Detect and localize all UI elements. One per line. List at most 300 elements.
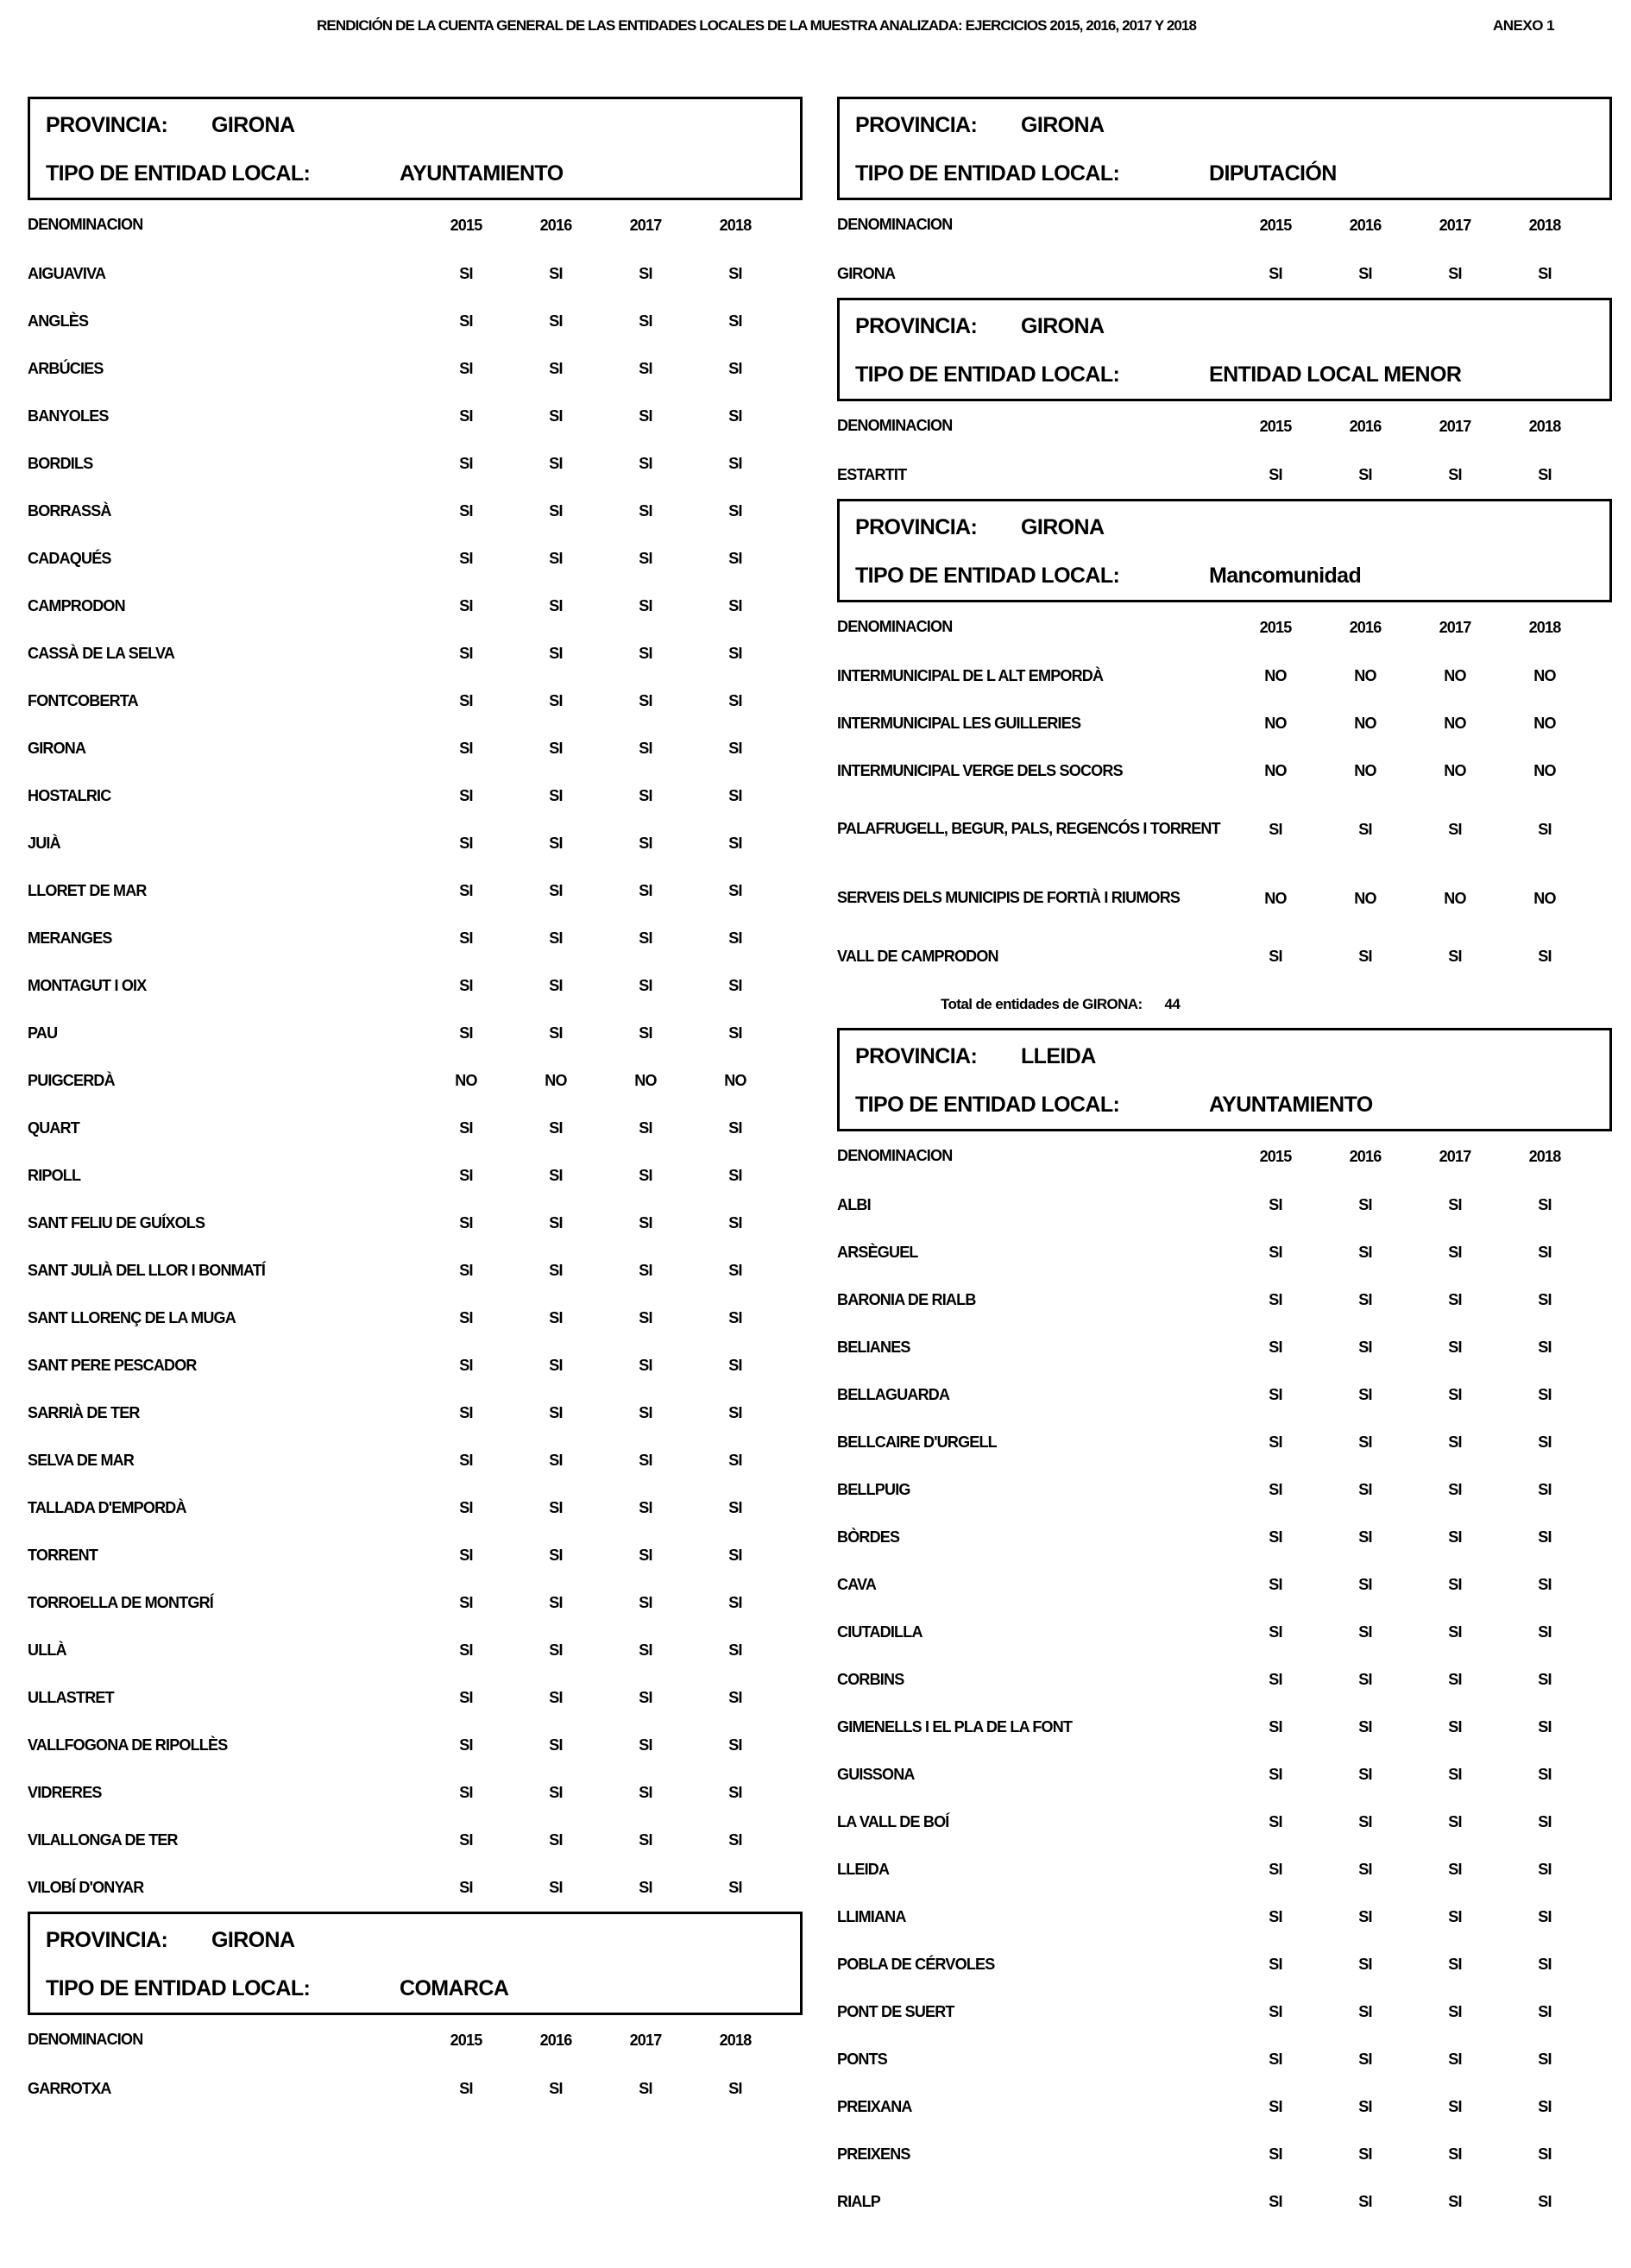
entity-name: BANYOLES (28, 406, 109, 425)
table-row (837, 2178, 1612, 2226)
rendicion-value: SI (459, 1167, 473, 1184)
rendicion-value: SI (639, 1024, 652, 1042)
rendicion-value: NO (545, 1072, 567, 1089)
rendicion-value: SI (459, 740, 473, 757)
entity-name: BELIANES (837, 1338, 910, 1356)
rendicion-value: SI (1269, 1244, 1282, 1261)
rendicion-value: SI (1358, 2003, 1372, 2020)
rendicion-value: SI (639, 1167, 652, 1184)
entity-name: ARSÈGUEL (837, 1243, 918, 1261)
table-row (28, 867, 803, 915)
rendicion-value: SI (1358, 820, 1372, 838)
rendicion-value: SI (639, 787, 652, 804)
entity-name: CORBINS (837, 1670, 904, 1688)
entity-name: ESTARTIT (837, 465, 907, 483)
rendicion-value: SI (549, 1214, 563, 1232)
rendicion-value: SI (1269, 820, 1282, 838)
entity-name: PAU (28, 1024, 58, 1042)
table-row (837, 1846, 1612, 1893)
table-row (837, 1609, 1612, 1656)
rendicion-value: SI (1358, 2098, 1372, 2115)
rendicion-value: NO (1354, 762, 1376, 779)
rendicion-value: SI (549, 835, 563, 852)
rendicion-value: SI (728, 407, 742, 425)
entity-name: ALBI (837, 1195, 871, 1213)
denominacion-header: DENOMINACION (28, 2031, 143, 2049)
rendicion-value: SI (549, 977, 563, 994)
table-row (28, 1152, 803, 1200)
table-row (28, 1010, 803, 1057)
rendicion-value: SI (459, 407, 473, 425)
rendicion-value: SI (1538, 1433, 1552, 1451)
rendicion-value: SI (639, 312, 652, 330)
entity-name: GIRONA (837, 264, 896, 282)
table-row (837, 1656, 1612, 1704)
rendicion-value: NO (1264, 762, 1287, 779)
rendicion-value: SI (459, 265, 473, 282)
table-row (28, 298, 803, 345)
rendicion-value: NO (1444, 889, 1466, 907)
rendicion-value: SI (1538, 948, 1552, 965)
total-value: 44 (1164, 995, 1181, 1012)
provincia-label: PROVINCIA: (46, 113, 168, 137)
table-row (837, 1988, 1612, 2036)
provincia-label: PROVINCIA: (855, 515, 978, 539)
entity-name: LLORET DE MAR (28, 881, 147, 899)
rendicion-value: SI (549, 455, 563, 472)
year-header: 2018 (719, 2031, 752, 2049)
table-row (28, 1579, 803, 1627)
year-header: 2017 (1439, 618, 1471, 636)
entity-name: PALAFRUGELL, BEGUR, PALS, REGENCÓS I TORRENT (837, 820, 1220, 838)
rendicion-value: SI (1269, 1291, 1282, 1308)
rendicion-value: SI (728, 455, 742, 472)
rendicion-value: SI (1269, 1813, 1282, 1830)
rendicion-value: SI (1538, 820, 1552, 838)
rendicion-value: SI (728, 787, 742, 804)
rendicion-value: SI (1448, 1908, 1462, 1925)
rendicion-value: SI (728, 1452, 742, 1469)
rendicion-value: SI (1358, 2193, 1372, 2210)
rendicion-value: SI (1448, 2098, 1462, 2115)
entity-name: PONTS (837, 2050, 888, 2068)
entity-name: PONT DE SUERT (837, 2002, 954, 2020)
rendicion-value: NO (1354, 889, 1376, 907)
entity-name: INTERMUNICIPAL VERGE DELS SOCORS (837, 761, 1123, 779)
rendicion-value: SI (1269, 1481, 1282, 1498)
rendicion-value: SI (1538, 1813, 1552, 1830)
entity-name: CADAQUÉS (28, 549, 111, 567)
rendicion-value: SI (1358, 1386, 1372, 1403)
total-label: Total de entidades de GIRONA: (941, 995, 1143, 1012)
rendicion-value: SI (1448, 1339, 1462, 1356)
year-header: 2017 (1439, 1147, 1471, 1165)
page-title: RENDICIÓN DE LA CUENTA GENERAL DE LAS ENTIDADES LOCALES DE LA MUESTRA ANALIZADA: EJERCICIOS 2015, 2016, 2017 Y 2018 (317, 17, 1197, 34)
entity-name: ULLASTRET (28, 1688, 114, 1706)
table-row (28, 1200, 803, 1247)
table-row (837, 2131, 1612, 2178)
rendicion-value: SI (459, 1452, 473, 1469)
rendicion-value: SI (639, 1262, 652, 1279)
provincia-label: PROVINCIA: (855, 113, 978, 137)
rendicion-value: SI (639, 1499, 652, 1516)
table-row (837, 1229, 1612, 1276)
entity-name: ARBÚCIES (28, 359, 104, 377)
rendicion-value: SI (1448, 1576, 1462, 1593)
rendicion-value: NO (1264, 889, 1287, 907)
rendicion-value: SI (549, 1784, 563, 1801)
rendicion-value: SI (549, 597, 563, 614)
rendicion-value: SI (1538, 2193, 1552, 2210)
rendicion-value: SI (1448, 1291, 1462, 1308)
year-header: 2016 (1349, 618, 1382, 636)
table-row (28, 1674, 803, 1722)
entity-name: VIDRERES (28, 1783, 102, 1801)
entity-name: GIMENELLS I EL PLA DE LA FONT (837, 1717, 1073, 1736)
rendicion-value: SI (459, 1357, 473, 1374)
tipo-value: DIPUTACIÓN (1209, 161, 1337, 186)
table-row (28, 488, 803, 535)
rendicion-value: SI (639, 1547, 652, 1564)
table-row (28, 1057, 803, 1105)
rendicion-value: SI (549, 1452, 563, 1469)
rendicion-value: SI (1358, 1291, 1372, 1308)
rendicion-value: SI (1538, 1908, 1552, 1925)
entity-name: GARROTXA (28, 2079, 111, 2097)
entity-name: VALLFOGONA DE RIPOLLÈS (28, 1736, 228, 1754)
rendicion-value: SI (459, 502, 473, 520)
rendicion-value: SI (728, 1879, 742, 1896)
rendicion-value: SI (549, 407, 563, 425)
rendicion-value: SI (1269, 2098, 1282, 2115)
table-row (837, 2036, 1612, 2083)
rendicion-value: SI (1538, 1766, 1552, 1783)
rendicion-value: NO (1533, 889, 1556, 907)
entity-name: TORRENT (28, 1546, 98, 1564)
rendicion-value: SI (459, 597, 473, 614)
table-row (837, 933, 1612, 980)
entity-name: LLEIDA (837, 1860, 890, 1878)
tipo-value: AYUNTAMIENTO (400, 161, 564, 186)
rendicion-value: SI (639, 645, 652, 662)
rendicion-value: SI (639, 1689, 652, 1706)
provincia-label: PROVINCIA: (855, 314, 978, 338)
rendicion-value: SI (639, 1879, 652, 1896)
rendicion-value: SI (549, 740, 563, 757)
table-row (837, 1514, 1612, 1561)
denominacion-header: DENOMINACION (837, 216, 953, 234)
section-header-box (837, 97, 1612, 200)
tipo-value: COMARCA (400, 1976, 509, 2000)
rendicion-value: SI (1448, 820, 1462, 838)
entity-name: PREIXANA (837, 2097, 912, 2115)
provincia-value: GIRONA (1021, 314, 1105, 338)
year-header: 2016 (539, 2031, 572, 2049)
entity-name: TALLADA D'EMPORDÀ (28, 1498, 186, 1516)
entity-name: GUISSONA (837, 1765, 915, 1783)
rendicion-value: NO (1354, 667, 1376, 684)
table-row (837, 1371, 1612, 1419)
tipo-label: TIPO DE ENTIDAD LOCAL: (855, 564, 1120, 588)
entity-name: BELLPUIG (837, 1480, 910, 1498)
rendicion-value: SI (728, 1499, 742, 1516)
rendicion-value: NO (1444, 715, 1466, 732)
table-row (28, 1342, 803, 1389)
table-row (28, 962, 803, 1010)
rendicion-value: SI (549, 692, 563, 709)
rendicion-value: SI (1358, 1766, 1372, 1783)
rendicion-value: NO (455, 1072, 477, 1089)
entity-name: SANT FELIU DE GUÍXOLS (28, 1213, 205, 1232)
year-header: 2016 (1349, 216, 1382, 234)
entity-name: ANGLÈS (28, 312, 89, 330)
rendicion-value: SI (639, 929, 652, 947)
rendicion-value: SI (549, 1357, 563, 1374)
rendicion-value: SI (549, 312, 563, 330)
table-row (837, 250, 1612, 298)
entity-section (837, 298, 1612, 499)
rendicion-value: SI (1448, 2145, 1462, 2163)
rendicion-value: SI (1538, 2003, 1552, 2020)
rendicion-value: SI (1269, 948, 1282, 965)
rendicion-value: SI (639, 835, 652, 852)
rendicion-value: SI (459, 1689, 473, 1706)
year-header: 2016 (1349, 1147, 1382, 1165)
rendicion-value: SI (728, 1594, 742, 1611)
rendicion-value: SI (1358, 2145, 1372, 2163)
table-header-row (28, 200, 803, 250)
table-row (837, 795, 1612, 864)
rendicion-value: SI (1269, 1956, 1282, 1973)
rendicion-value: SI (728, 550, 742, 567)
rendicion-value: SI (549, 1594, 563, 1611)
rendicion-value: SI (639, 1357, 652, 1374)
rendicion-value: SI (1358, 265, 1372, 282)
rendicion-value: SI (1538, 1528, 1552, 1546)
rendicion-value: SI (728, 597, 742, 614)
rendicion-value: SI (549, 1167, 563, 1184)
year-header: 2015 (1259, 618, 1292, 636)
table-row (837, 652, 1612, 700)
rendicion-value: SI (1269, 1623, 1282, 1641)
rendicion-value: SI (549, 1547, 563, 1564)
entity-name: BÒRDES (837, 1528, 900, 1546)
rendicion-value: SI (1538, 1956, 1552, 1973)
rendicion-value: SI (728, 882, 742, 899)
rendicion-value: SI (1538, 1718, 1552, 1736)
rendicion-value: SI (549, 1641, 563, 1659)
rendicion-value: SI (459, 1262, 473, 1279)
rendicion-value: SI (728, 645, 742, 662)
rendicion-value: SI (1269, 1671, 1282, 1688)
rendicion-value: SI (1269, 2051, 1282, 2068)
rendicion-value: SI (639, 1214, 652, 1232)
table-row (837, 1799, 1612, 1846)
rendicion-value: SI (459, 1641, 473, 1659)
rendicion-value: NO (1533, 667, 1556, 684)
rendicion-value: SI (1538, 2145, 1552, 2163)
rendicion-value: SI (1358, 2051, 1372, 2068)
rendicion-value: NO (1444, 762, 1466, 779)
rendicion-value: SI (1448, 1386, 1462, 1403)
rendicion-value: SI (459, 1547, 473, 1564)
table-row (28, 393, 803, 440)
rendicion-value: SI (549, 360, 563, 377)
table-row (837, 1276, 1612, 1324)
table-row (28, 1247, 803, 1295)
rendicion-value: SI (459, 929, 473, 947)
table-row (28, 1389, 803, 1437)
table-row (837, 1466, 1612, 1514)
rendicion-value: SI (639, 977, 652, 994)
rendicion-value: SI (1538, 265, 1552, 282)
rendicion-value: SI (639, 1784, 652, 1801)
table-header-row (28, 2015, 803, 2065)
entity-name: VILOBÍ D'ONYAR (28, 1878, 144, 1896)
year-header: 2017 (1439, 417, 1471, 435)
rendicion-value: SI (549, 265, 563, 282)
rendicion-value: SI (1269, 1718, 1282, 1736)
rendicion-value: SI (1448, 2051, 1462, 2068)
tipo-value: ENTIDAD LOCAL MENOR (1209, 362, 1462, 387)
rendicion-value: SI (549, 502, 563, 520)
rendicion-value: SI (1269, 1196, 1282, 1213)
rendicion-value: SI (639, 1831, 652, 1849)
rendicion-value: SI (1358, 1956, 1372, 1973)
section-header-box (837, 298, 1612, 401)
table-row (837, 1419, 1612, 1466)
rendicion-value: SI (549, 1831, 563, 1849)
entity-name: CAMPRODON (28, 596, 125, 614)
table-row (837, 1561, 1612, 1609)
year-header: 2017 (629, 2031, 662, 2049)
entity-section (28, 97, 803, 1912)
rendicion-value: SI (639, 1594, 652, 1611)
tipo-label: TIPO DE ENTIDAD LOCAL: (855, 1093, 1120, 1117)
rendicion-value: SI (459, 1499, 473, 1516)
provincia-value: GIRONA (211, 1928, 295, 1952)
table-row (837, 1751, 1612, 1799)
rendicion-value: SI (459, 1831, 473, 1849)
entity-name: CAVA (837, 1575, 877, 1593)
year-header: 2017 (629, 216, 662, 234)
rendicion-value: SI (728, 312, 742, 330)
rendicion-value: SI (1448, 1244, 1462, 1261)
rendicion-value: SI (639, 2080, 652, 2097)
rendicion-value: SI (459, 550, 473, 567)
table-row (28, 1817, 803, 1864)
rendicion-value: NO (1533, 762, 1556, 779)
rendicion-value: SI (1448, 948, 1462, 965)
rendicion-value: SI (1269, 1339, 1282, 1356)
entity-name: JUIÀ (28, 834, 60, 852)
entity-name: BORRASSÀ (28, 501, 111, 520)
rendicion-value: NO (634, 1072, 657, 1089)
entity-name: TORROELLA DE MONTGRÍ (28, 1593, 213, 1611)
entity-name: SANT JULIÀ DEL LLOR I BONMATÍ (28, 1261, 266, 1279)
rendicion-value: SI (639, 692, 652, 709)
rendicion-value: SI (459, 312, 473, 330)
rendicion-value: SI (1448, 466, 1462, 483)
rendicion-value: SI (1448, 1766, 1462, 1783)
rendicion-value: NO (1354, 715, 1376, 732)
rendicion-value: SI (639, 550, 652, 567)
rendicion-value: SI (1448, 1623, 1462, 1641)
entity-name: SARRIÀ DE TER (28, 1403, 140, 1421)
rendicion-value: SI (1448, 1481, 1462, 1498)
rendicion-value: SI (728, 977, 742, 994)
rendicion-value: SI (1448, 1196, 1462, 1213)
table-row (837, 747, 1612, 795)
rendicion-value: NO (1264, 715, 1287, 732)
year-header: 2016 (539, 216, 572, 234)
rendicion-value: NO (724, 1072, 746, 1089)
rendicion-value: SI (549, 929, 563, 947)
rendicion-value: SI (728, 1262, 742, 1279)
rendicion-value: SI (459, 692, 473, 709)
rendicion-value: SI (1538, 1291, 1552, 1308)
rendicion-value: SI (639, 1404, 652, 1421)
table-row (837, 700, 1612, 747)
table-row (28, 535, 803, 583)
tipo-label: TIPO DE ENTIDAD LOCAL: (46, 161, 311, 186)
entity-name: SERVEIS DELS MUNICIPIS DE FORTIÀ I RIUMORS (837, 889, 1181, 907)
table-row (837, 864, 1612, 933)
rendicion-value: SI (1538, 1481, 1552, 1498)
rendicion-value: SI (1358, 1671, 1372, 1688)
rendicion-value: SI (459, 1309, 473, 1326)
rendicion-value: SI (728, 1831, 742, 1849)
tipo-label: TIPO DE ENTIDAD LOCAL: (855, 362, 1120, 387)
table-row (837, 1324, 1612, 1371)
rendicion-value: SI (1448, 2193, 1462, 2210)
year-header: 2016 (1349, 417, 1382, 435)
table-row (28, 772, 803, 820)
rendicion-value: SI (1358, 1861, 1372, 1878)
rendicion-value: SI (549, 1736, 563, 1754)
rendicion-value: SI (639, 740, 652, 757)
rendicion-value: SI (1358, 1528, 1372, 1546)
tipo-label: TIPO DE ENTIDAD LOCAL: (46, 1976, 311, 2000)
rendicion-value: SI (1358, 466, 1372, 483)
rendicion-value: NO (1264, 667, 1287, 684)
entity-name: ULLÀ (28, 1641, 66, 1659)
entity-name: GIRONA (28, 739, 86, 757)
rendicion-value: SI (1538, 466, 1552, 483)
entity-section (28, 1912, 803, 2113)
rendicion-value: SI (728, 1357, 742, 1374)
rendicion-value: SI (728, 1119, 742, 1137)
table-row (837, 1941, 1612, 1988)
rendicion-value: SI (459, 787, 473, 804)
rendicion-value: SI (639, 455, 652, 472)
entity-section (837, 1028, 1612, 2226)
rendicion-value: SI (728, 360, 742, 377)
rendicion-value: SI (1448, 1433, 1462, 1451)
rendicion-value: SI (1538, 1244, 1552, 1261)
rendicion-value: SI (549, 787, 563, 804)
entity-name: FONTCOBERTA (28, 691, 138, 709)
rendicion-value: SI (1448, 1718, 1462, 1736)
rendicion-value: SI (1358, 1576, 1372, 1593)
table-row (28, 2065, 803, 2113)
rendicion-value: SI (459, 882, 473, 899)
year-header: 2018 (1528, 618, 1561, 636)
rendicion-value: SI (459, 1404, 473, 1421)
rendicion-value: SI (1448, 1956, 1462, 1973)
table-row (837, 1704, 1612, 1751)
rendicion-value: SI (1358, 1339, 1372, 1356)
